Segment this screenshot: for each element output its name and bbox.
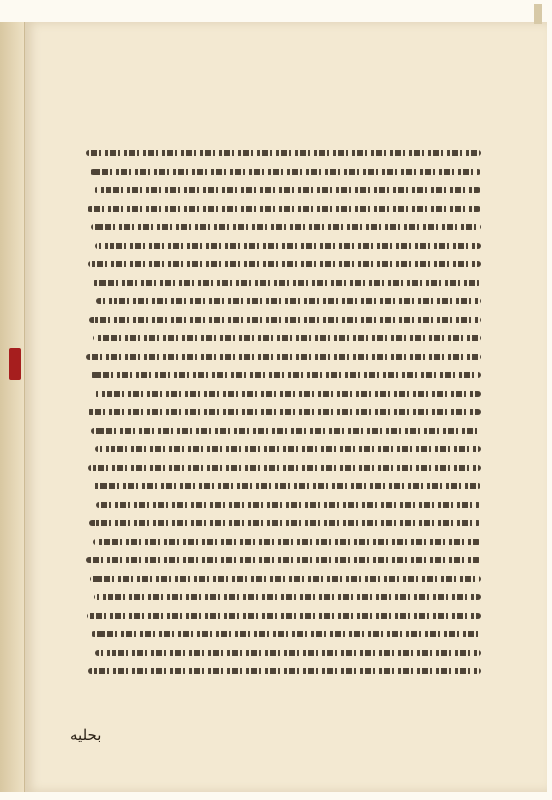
manuscript-line xyxy=(94,594,481,600)
manuscript-line xyxy=(86,150,481,156)
manuscript-line xyxy=(87,613,481,619)
red-gutter-mark xyxy=(9,348,21,380)
manuscript-line xyxy=(93,335,481,341)
manuscript-line xyxy=(91,428,481,434)
manuscript-line xyxy=(90,372,481,378)
manuscript-line xyxy=(95,243,481,249)
manuscript-line xyxy=(94,187,481,193)
manuscript-line xyxy=(89,317,481,323)
manuscript-line xyxy=(91,631,481,637)
manuscript-line xyxy=(86,354,481,360)
manuscript-line xyxy=(96,502,481,508)
manuscript-line xyxy=(87,409,481,415)
gutter xyxy=(0,22,26,792)
manuscript-line xyxy=(86,557,481,563)
catchword: بحلیه xyxy=(70,726,102,744)
manuscript-line xyxy=(92,483,481,489)
manuscript-line xyxy=(93,539,481,545)
manuscript-line xyxy=(94,391,481,397)
manuscript-line xyxy=(90,576,481,582)
manuscript-line xyxy=(90,169,481,175)
manuscript-line xyxy=(95,446,481,452)
handwritten-text-block xyxy=(86,146,481,686)
manuscript-line xyxy=(88,261,481,267)
manuscript-line xyxy=(91,224,481,230)
page-corner xyxy=(534,4,542,24)
manuscript-line xyxy=(95,650,481,656)
manuscript-line xyxy=(96,298,481,304)
manuscript-line xyxy=(87,206,481,212)
manuscript-line xyxy=(89,520,481,526)
manuscript-line xyxy=(88,668,481,674)
manuscript-line xyxy=(92,280,481,286)
manuscript-line xyxy=(88,465,481,471)
